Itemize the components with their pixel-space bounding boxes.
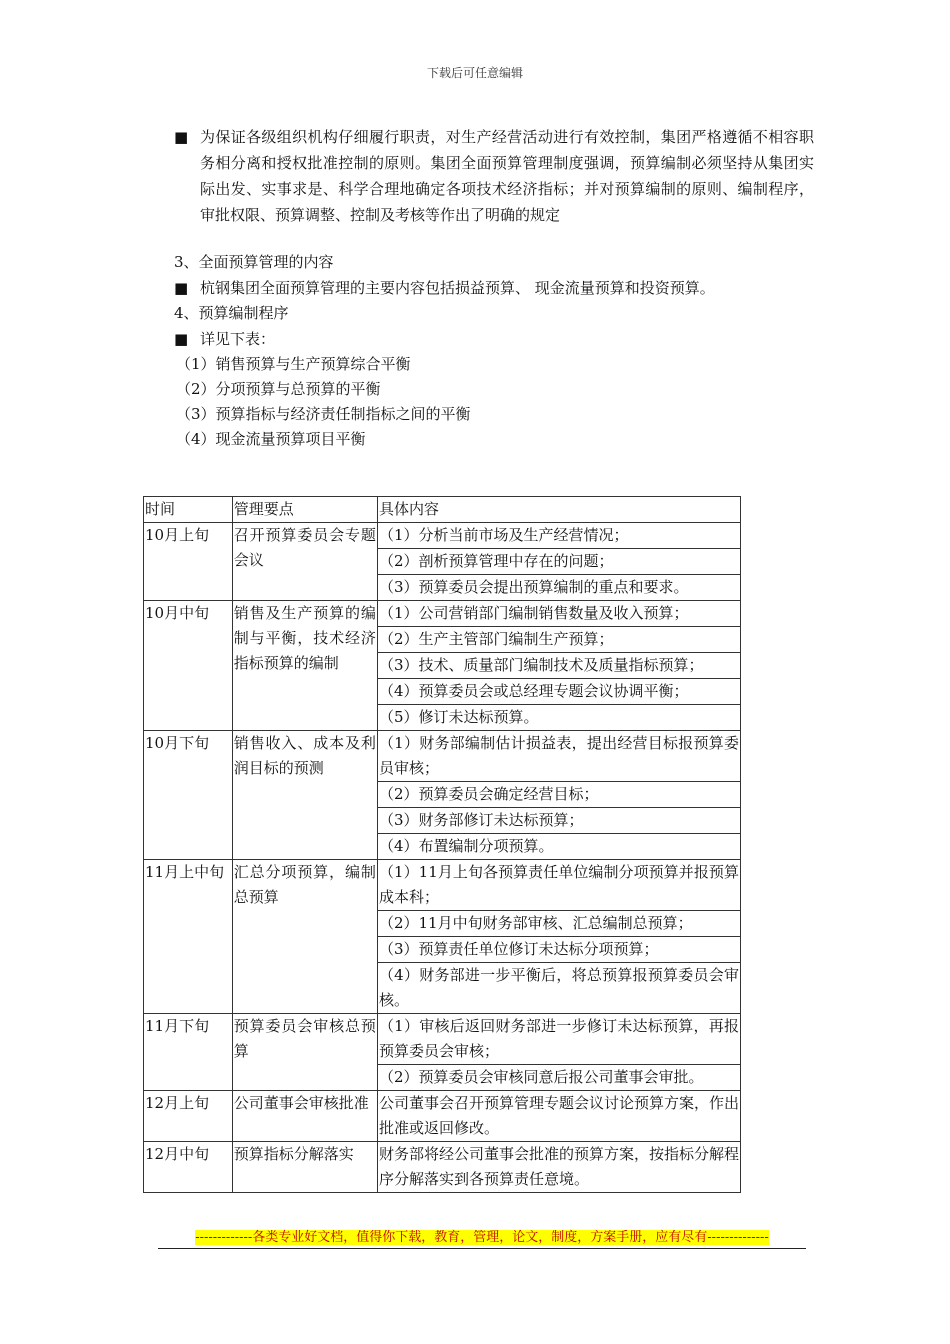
detail-cell: （2）预算委员会审核同意后报公司董事会审批。 xyxy=(377,1065,740,1091)
key-point-cell: 汇总分项预算，编制总预算 xyxy=(232,860,377,1014)
table-row xyxy=(144,1142,741,1193)
section-3-text: 杭钢集团全面预算管理的主要内容包括损益预算、 现金流量预算和投资预算。 xyxy=(200,279,715,297)
detail-cell: （2）生产主管部门编制生产预算； xyxy=(377,627,740,653)
key-point-cell: 公司董事会审核批准 xyxy=(232,1091,377,1142)
time-cell: 10月中旬 xyxy=(144,601,233,731)
detail-cell: （4）财务部进一步平衡后，将总预算报预算委员会审核。 xyxy=(377,963,740,1014)
detail-cell: （1）11月上旬各预算责任单位编制分项预算并报预算成本科； xyxy=(377,860,740,911)
header-time: 时间 xyxy=(144,497,233,523)
key-point-cell: 销售收入、成本及利润目标的预测 xyxy=(232,731,377,860)
square-bullet-icon: ■ xyxy=(174,279,189,297)
detail-cell: （2）剖析预算管理中存在的问题； xyxy=(377,549,740,575)
key-point-cell: 预算指标分解落实 xyxy=(232,1142,377,1193)
list-item: （2）分项预算与总预算的平衡 xyxy=(176,380,381,398)
detail-cell: 公司董事会召开预算管理专题会议讨论预算方案，作出批准或返回修改。 xyxy=(377,1091,740,1142)
document-body xyxy=(174,124,814,452)
detail-cell: （4）预算委员会或总经理专题会议协调平衡； xyxy=(377,679,740,705)
detail-cell: （3）预算责任单位修订未达标分项预算； xyxy=(377,937,740,963)
detail-cell: （5）修订未达标预算。 xyxy=(377,705,740,731)
square-bullet-icon: ■ xyxy=(174,128,189,146)
time-cell: 12月上旬 xyxy=(144,1091,233,1142)
detail-cell: （3）技术、质量部门编制技术及质量指标预算； xyxy=(377,653,740,679)
time-cell: 11月上中旬 xyxy=(144,860,233,1014)
budget-schedule-table xyxy=(143,496,741,1193)
intro-text: 为保证各级组织机构仔细履行职责，对生产经营活动进行有效控制，集团严格遵循不相容职务相分离和授权批准控制的原则。集团全面预算管理制度强调，预算编制必须坚持从集团实际出发、实事求是、科学合理地确定各项技术经济指标；并对预算编制的原则、编制程序，审批权限、预算调整、控制及考核等作出了明确的规定 xyxy=(200,128,814,224)
table-header-row xyxy=(144,497,741,523)
table-row xyxy=(144,601,741,627)
key-point-cell: 预算委员会审核总预算 xyxy=(232,1014,377,1091)
detail-cell: （4）布置编制分项预算。 xyxy=(377,834,740,860)
detail-cell: （1）分析当前市场及生产经营情况； xyxy=(377,523,740,549)
time-cell: 11月下旬 xyxy=(144,1014,233,1091)
section-3-heading: 3、全面预算管理的内容 xyxy=(174,253,334,271)
time-cell: 10月下旬 xyxy=(144,731,233,860)
detail-cell: （3）预算委员会提出预算编制的重点和要求。 xyxy=(377,575,740,601)
detail-cell: （1）公司营销部门编制销售数量及收入预算； xyxy=(377,601,740,627)
section-4-text: 详见下表： xyxy=(200,330,276,348)
section-3-bullet xyxy=(174,275,814,301)
intro-paragraph xyxy=(174,124,814,228)
header-key-points: 管理要点 xyxy=(232,497,377,523)
table-row xyxy=(144,731,741,782)
section-4-bullet xyxy=(174,326,814,352)
list-item: （1）销售预算与生产预算综合平衡 xyxy=(176,355,411,373)
table-row xyxy=(144,1014,741,1065)
footer-banner: -------------各类专业好文档，值得你下载，教育，管理，论文，制度，方案手册，应有尽有-------------- xyxy=(195,1230,769,1245)
detail-cell: （3）财务部修订未达标预算； xyxy=(377,808,740,834)
table-row xyxy=(144,523,741,549)
detail-cell: 财务部将经公司董事会批准的预算方案，按指标分解程序分解落实到各预算责任意境。 xyxy=(377,1142,740,1193)
detail-cell: （2）11月中旬财务部审核、汇总编制总预算； xyxy=(377,911,740,937)
square-bullet-icon: ■ xyxy=(174,330,189,348)
list-item: （3）预算指标与经济责任制指标之间的平衡 xyxy=(176,405,471,423)
list-item: （4）现金流量预算项目平衡 xyxy=(176,430,366,448)
detail-cell: （1）审核后返回财务部进一步修订未达标预算，再报预算委员会审核； xyxy=(377,1014,740,1065)
time-cell: 10月上旬 xyxy=(144,523,233,601)
table-row xyxy=(144,860,741,911)
key-point-cell: 召开预算委员会专题会议 xyxy=(232,523,377,601)
key-point-cell: 销售及生产预算的编制与平衡，技术经济指标预算的编制 xyxy=(232,601,377,731)
detail-cell: （1）财务部编制估计损益表，提出经营目标报预算委员审核； xyxy=(377,731,740,782)
time-cell: 12月中旬 xyxy=(144,1142,233,1193)
page-footer xyxy=(158,1226,806,1249)
section-4-heading: 4、预算编制程序 xyxy=(174,304,289,322)
table-row xyxy=(144,1091,741,1142)
page-header: 下载后可任意编辑 xyxy=(426,66,523,80)
header-details: 具体内容 xyxy=(377,497,740,523)
detail-cell: （2）预算委员会确定经营目标； xyxy=(377,782,740,808)
